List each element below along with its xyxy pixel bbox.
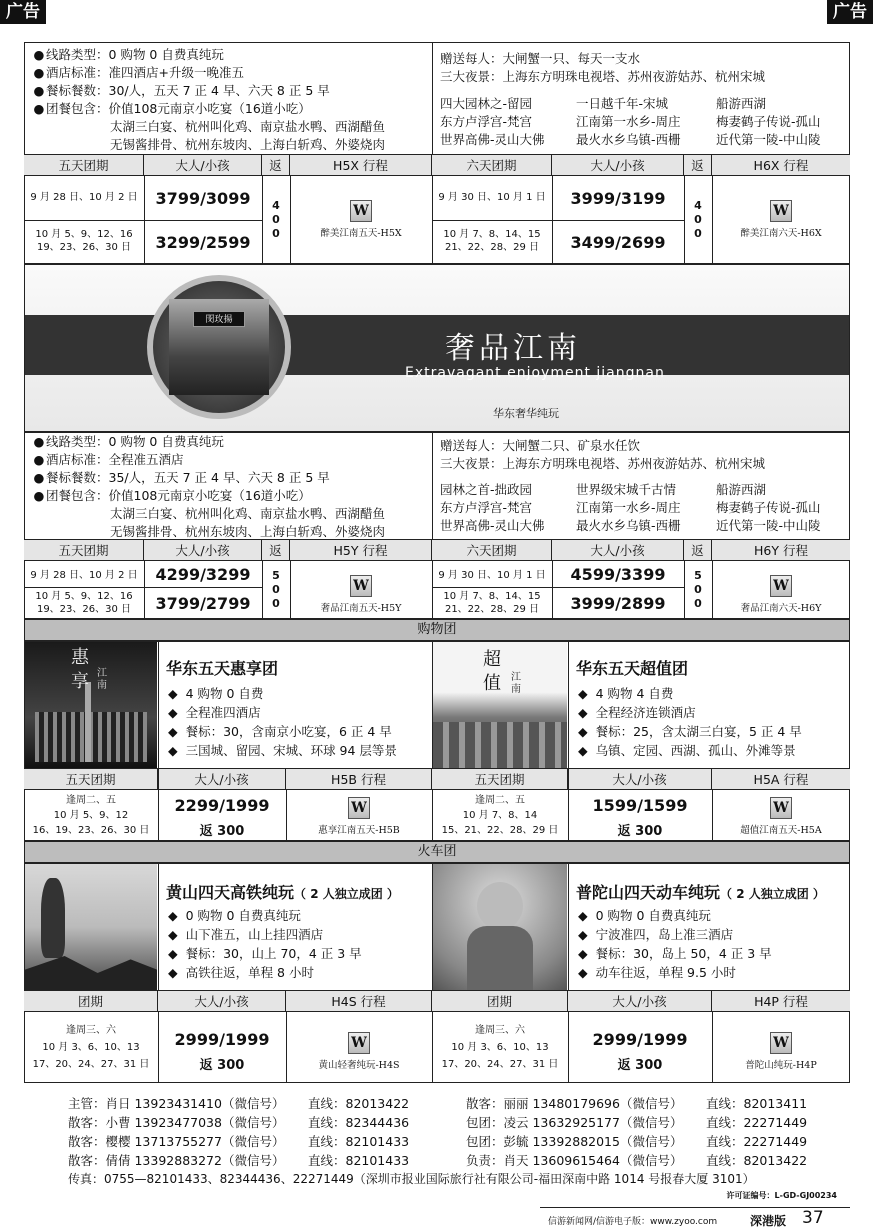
col-itinerary: H5X 行程 bbox=[290, 154, 432, 176]
chaozhi-photo: 超值 江南 bbox=[433, 642, 567, 768]
chaozhi-features: ◆ 4 购物 4 自费 ◆ 全程经济连锁酒店 ◆ 餐标：25，含太湖三白宴，5 正 4 早 ◆ 乌镇、定园、西湖、孤山、外滩等景 bbox=[578, 686, 802, 758]
col-dates: 团期 bbox=[432, 990, 568, 1012]
col-price: 大人/小孩 bbox=[158, 768, 286, 790]
word-doc-icon: W bbox=[350, 575, 372, 597]
contact-line: 直线：22271449 bbox=[706, 1134, 808, 1149]
contact-line: 直线：82013411 bbox=[706, 1096, 808, 1111]
rebate-cell: 4 0 0 bbox=[272, 199, 280, 240]
word-doc-icon: W bbox=[350, 200, 372, 222]
contact-line: 直线：82013422 bbox=[308, 1096, 410, 1111]
putuo-features: ◆ 0 购物 0 自费真纯玩 ◆ 宁波准四，岛上准三酒店 ◆ 餐标：30，岛上 50，4 正 3 早 ◆ 动车往返，单程 9.5 小时 bbox=[578, 908, 772, 980]
date-cell: 逢周三、六 10 月 3、6、10、13 17、20、24、27、31 日 bbox=[32, 1025, 150, 1070]
col-price: 大人/小孩 bbox=[552, 539, 684, 561]
contact-row: 包团：彭毓 13392882015（微信号） bbox=[466, 1134, 683, 1149]
col-price: 大人/小孩 bbox=[144, 154, 262, 176]
price-cell: 3799/3099 bbox=[155, 189, 251, 208]
page-number: 37 bbox=[802, 1208, 824, 1228]
huixiang-photo: 惠享 江南 bbox=[25, 642, 157, 768]
putuo-photo bbox=[433, 864, 567, 990]
footer-edition: 深港版 bbox=[750, 1214, 787, 1228]
rebate-cell: 4 0 0 bbox=[694, 199, 702, 240]
banner-subtitle: Extravagant enjoyment jiangnan bbox=[405, 365, 665, 381]
price-cell: 3499/2699 bbox=[570, 233, 666, 252]
contact-line: 直线：82344436 bbox=[308, 1115, 410, 1130]
word-doc-icon: W bbox=[770, 1032, 792, 1054]
date-cell: 10 月 5、9、12、16 19、23、26、30 日 bbox=[35, 591, 133, 615]
contact-row: 包团：凌云 13632925177（微信号） bbox=[466, 1115, 683, 1130]
huangshan-title-row: 黄山四天高铁纯玩（ 2 人独立成团 ） bbox=[166, 883, 399, 902]
col-five-dates: 五天团期 bbox=[24, 539, 144, 561]
date-cell: 9 月 28 日、10 月 2 日 bbox=[30, 570, 138, 581]
huangshan-features: ◆ 0 购物 0 自费真纯玩 ◆ 山下准五，山上挂四酒店 ◆ 餐标：30，山上 70，4 正 3 早 ◆ 高铁往返，单程 8 小时 bbox=[168, 908, 362, 980]
contact-line: 直线：82101433 bbox=[308, 1153, 410, 1168]
word-doc-icon: W bbox=[770, 797, 792, 819]
contact-row: 主管：肖日 13923431410（微信号） bbox=[68, 1096, 285, 1111]
col-dates: 五天团期 bbox=[24, 768, 158, 790]
rebate-cell: 返 300 bbox=[199, 824, 245, 839]
huixiang-title: 华东五天惠享团 bbox=[166, 659, 279, 678]
itinerary-link[interactable]: W 奢品江南五天-H5Y bbox=[290, 575, 432, 614]
price-cell: 2299/1999 bbox=[174, 796, 270, 815]
col-six-dates: 六天团期 bbox=[432, 154, 552, 176]
col-itinerary: H4P 行程 bbox=[754, 994, 808, 1009]
contact-line: 直线：82013422 bbox=[706, 1153, 808, 1168]
contact-row: 负责：肖天 13609615464（微信号） bbox=[466, 1153, 683, 1168]
col-fan: 返 bbox=[684, 154, 712, 176]
price-cell: 4299/3299 bbox=[155, 565, 251, 584]
rebate-cell: 返 300 bbox=[617, 824, 663, 839]
word-doc-icon: W bbox=[348, 1032, 370, 1054]
col-price: 大人/小孩 bbox=[144, 539, 262, 561]
col-itinerary: H5B 行程 bbox=[286, 768, 432, 790]
col-price: 大人/小孩 bbox=[552, 154, 684, 176]
rebate-cell: 返 300 bbox=[199, 1058, 245, 1073]
itinerary-link[interactable]: W 醉美江南六天-H6X bbox=[712, 200, 850, 239]
date-cell: 逢周二、五 10 月 5、9、12 16、19、23、26、30 日 bbox=[32, 795, 150, 836]
date-cell: 逢周二、五 10 月 7、8、14 15、21、22、28、29 日 bbox=[441, 795, 559, 836]
date-cell: 9 月 30 日、10 月 1 日 bbox=[438, 192, 546, 203]
date-cell: 10 月 7、8、14、15 21、22、28、29 日 bbox=[443, 591, 541, 615]
itinerary-link[interactable]: W 普陀山纯玩-H4P bbox=[712, 1032, 850, 1071]
col-five-dates: 五天团期 bbox=[24, 154, 144, 176]
col-itinerary: H6X 行程 bbox=[753, 158, 809, 173]
price-cell: 4599/3399 bbox=[570, 565, 666, 584]
price-cell: 3999/2899 bbox=[570, 594, 666, 613]
word-doc-icon: W bbox=[348, 797, 370, 819]
contact-line: 直线：22271449 bbox=[706, 1115, 808, 1130]
huangshan-photo bbox=[25, 864, 157, 990]
ad-tag-right: 广告 bbox=[827, 0, 873, 24]
license-number: 许可证编号：L-GD-GJ00234 bbox=[726, 1191, 837, 1200]
price-cell: 1599/1599 bbox=[592, 796, 688, 815]
date-cell: 9 月 30 日、10 月 1 日 bbox=[438, 570, 546, 581]
tour2-extras: 赠送每人：大闸蟹二只、矿泉水任饮 三大夜景：上海东方明珠电视塔、苏州夜游姑苏、杭州宋城 bbox=[440, 438, 766, 471]
price-cell: 3999/3199 bbox=[570, 189, 666, 208]
footer-site: 信游新闻网/信游电子版：www.zyoo.com bbox=[548, 1217, 718, 1227]
itinerary-link[interactable]: W 醉美江南五天-H5X bbox=[290, 200, 432, 239]
section-bar-shopping: 购物团 bbox=[24, 619, 850, 641]
col-fan: 返 bbox=[684, 539, 712, 561]
putuo-title-row: 普陀山四天动车纯玩（ 2 人独立成团 ） bbox=[576, 883, 825, 902]
huixiang-features: ◆ 4 购物 0 自费 ◆ 全程准四酒店 ◆ 餐标：30，含南京小吃宴，6 正 4 早 ◆ 三国城、留园、宋城、环球 94 层等景 bbox=[168, 686, 397, 758]
section-bar-train: 火车团 bbox=[24, 841, 850, 863]
banner-medallion bbox=[147, 275, 291, 419]
tour1-extras: 赠送每人：大闸蟹一只、每天一支水 三大夜景：上海东方明珠电视塔、苏州夜游姑苏、杭州宋城 bbox=[440, 51, 766, 84]
col-price: 大人/小孩 bbox=[158, 990, 286, 1012]
tour1-sights: 四大园林之-留园 一日越千年-宋城 船游西湖 东方卢浮宫-梵宫 江南第一水乡-周庄 梅妻鹤子传说-孤山 世界高佛-灵山大佛 最火水乡乌镇-西栅 近代第一陵-中山陵 bbox=[440, 96, 821, 147]
col-price: 大人/小孩 bbox=[568, 768, 712, 790]
col-itinerary: H5Y 行程 bbox=[290, 539, 432, 561]
price-cell: 2999/1999 bbox=[592, 1030, 688, 1049]
ad-tag-left: 广告 bbox=[0, 0, 46, 24]
col-six-dates: 六天团期 bbox=[432, 539, 552, 561]
contact-row: 散客：丽丽 13480179696（微信号） bbox=[466, 1096, 683, 1111]
tour2-features: ● 线路类型 ： 0 购物 0 自费真纯玩 ● 酒店标准 ： 全程准五酒店 ● 餐标餐数 ： 35/人，五天 7 正 4 早、六天 8 正 5 早 ● 团餐包含 ： 价值108元南京小吃宴（16道小吃） 太湖三白宴、杭州叫化鸡、南京盐水鸭、西湖醋鱼 无锡酱排骨、杭州东坡肉、上海白斩鸡、外婆烧肉 bbox=[33, 434, 386, 539]
contact-row: 散客：小曹 13923477038（微信号） bbox=[68, 1115, 285, 1130]
contact-row: 散客：樱樱 13713755277（微信号） bbox=[68, 1134, 285, 1149]
col-fan: 返 bbox=[262, 539, 290, 561]
rebate-cell: 返 300 bbox=[617, 1058, 663, 1073]
itinerary-link[interactable]: W 黄山轻奢纯玩-H4S bbox=[286, 1032, 432, 1071]
itinerary-link[interactable]: W 奢品江南六天-H6Y bbox=[712, 575, 850, 614]
fax-line: 传真：0755—82101433、82344436、22271449（深圳市报业国际旅行社有限公司-福田深南中路 1014 号报春大厦 3101） bbox=[68, 1172, 755, 1186]
price-cell: 2999/1999 bbox=[174, 1030, 270, 1049]
price-cell: 3799/2799 bbox=[155, 594, 251, 613]
tour1-features: ● 线路类型 ： 0 购物 0 自费真纯玩 ● 酒店标准 ： 准四酒店+升级一晚准五 ● 餐标餐数 ： 30/人，五天 7 正 4 早、六天 8 正 5 早 ● 团餐包含 ： 价值108元南京小吃宴（16道小吃） 太湖三白宴、杭州叫化鸡、南京盐水鸭、西湖醋鱼 无锡酱排骨、杭州东坡肉、上海白斩鸡、外婆烧肉 bbox=[33, 47, 386, 152]
date-cell: 10 月 5、9、12、16 19、23、26、30 日 bbox=[35, 229, 133, 253]
banner-caption: 华东奢华纯玩 bbox=[493, 407, 559, 420]
col-itinerary: H5A 行程 bbox=[753, 772, 809, 787]
banner-badge: 閔玫揚 bbox=[193, 311, 245, 327]
banner bbox=[24, 264, 850, 432]
tour2-sights: 园林之首-拙政园 世界级宋城千古情 船游西湖 东方卢浮宫-梵宫 江南第一水乡-周庄 梅妻鹤子传说-孤山 世界高佛-灵山大佛 最火水乡乌镇-西栅 近代第一陵-中山陵 bbox=[440, 482, 821, 533]
col-fan: 返 bbox=[262, 154, 290, 176]
date-cell: 10 月 7、8、14、15 21、22、28、29 日 bbox=[443, 229, 541, 253]
word-doc-icon: W bbox=[770, 575, 792, 597]
col-dates: 五天团期 bbox=[432, 768, 568, 790]
date-cell: 逢周三、六 10 月 3、6、10、13 17、20、24、27、31 日 bbox=[441, 1025, 559, 1070]
itinerary-link[interactable]: W 超值江南五天-H5A bbox=[712, 797, 850, 836]
col-itinerary: H4S 行程 bbox=[286, 990, 432, 1012]
col-price: 大人/小孩 bbox=[568, 990, 712, 1012]
price-cell: 3299/2599 bbox=[155, 233, 251, 252]
contact-line: 直线：82101433 bbox=[308, 1134, 410, 1149]
date-cell: 9 月 28 日、10 月 2 日 bbox=[30, 192, 138, 203]
rebate-cell: 5 0 0 bbox=[272, 569, 280, 610]
banner-title: 奢品江南 bbox=[445, 331, 581, 366]
col-dates: 团期 bbox=[24, 990, 158, 1012]
itinerary-link[interactable]: W 惠享江南五天-H5B bbox=[286, 797, 432, 836]
word-doc-icon: W bbox=[770, 200, 792, 222]
chaozhi-title: 华东五天超值团 bbox=[576, 659, 689, 678]
rebate-cell: 5 0 0 bbox=[694, 569, 702, 610]
col-itinerary: H6Y 行程 bbox=[754, 543, 808, 558]
contact-row: 散客：倩倩 13392883272（微信号） bbox=[68, 1153, 285, 1168]
